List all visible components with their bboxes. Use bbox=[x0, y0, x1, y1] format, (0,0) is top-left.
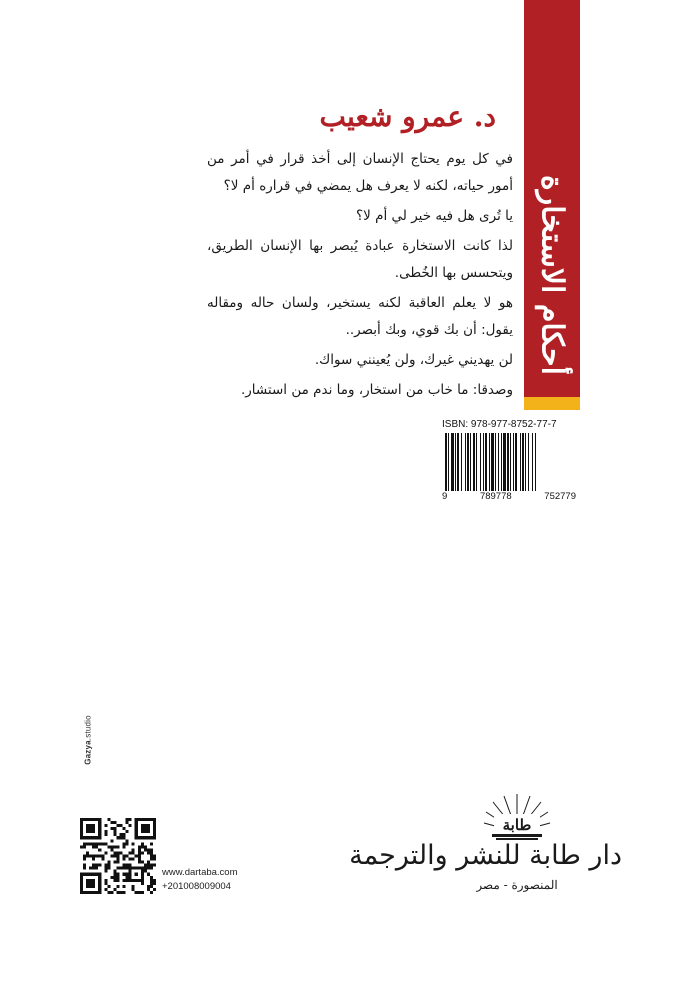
blurb-paragraph: في كل يوم يحتاج الإنسان إلى أخذ قرار في أمر من أمور حياته، لكنه لا يعرف هل يمضي في قراره أم لا؟ bbox=[207, 151, 513, 194]
blurb-text bbox=[207, 146, 513, 407]
barcode-icon bbox=[444, 433, 574, 491]
isbn-label: ISBN: 978-977-8752-77-7 bbox=[442, 419, 557, 430]
publisher-name: دار طابة للنشر والترجمة bbox=[349, 840, 622, 871]
barcode-digit-group: 9 bbox=[442, 491, 448, 502]
blurb-paragraph: يا تُرى هل فيه خير لي أم لا؟ bbox=[356, 208, 513, 224]
publisher-emblem-icon bbox=[482, 792, 552, 842]
blurb-paragraph: هو لا يعلم العاقبة لكنه يستخير، ولسان حاله ومقاله يقول: أن بك قوي، وبك أبصر.. bbox=[207, 295, 513, 338]
spine-footer-stripe bbox=[524, 397, 580, 410]
qr-code-icon bbox=[80, 818, 156, 894]
barcode-digit-group: 789778 bbox=[479, 491, 512, 502]
barcode-digit-group: 752779 bbox=[544, 491, 576, 502]
blurb-paragraph: لن يهديني غيرك، ولن يُعينني سواك. bbox=[314, 352, 513, 368]
blurb-paragraph: لذا كانت الاستخارة عبادة يُبصر بها الإنسان الطريق، ويتحسس بها الخُطى. bbox=[207, 238, 513, 281]
spine-band bbox=[524, 0, 580, 410]
blurb-paragraph: وصدقا: ما خاب من استخار، وما ندم من استشار. bbox=[240, 382, 513, 398]
publisher-emblem-text: طابة bbox=[502, 816, 532, 834]
publisher-contacts bbox=[162, 866, 238, 894]
publisher-logo bbox=[349, 792, 622, 904]
publisher-city: المنصورة - مصر bbox=[476, 878, 558, 892]
author-name: د. عمرو شعيب bbox=[319, 100, 496, 133]
barcode-digits bbox=[442, 491, 576, 502]
studio-brand: Gazya bbox=[83, 740, 93, 765]
spine-title: أحكام الاستخارة bbox=[534, 175, 570, 375]
studio-suffix: .studio bbox=[83, 715, 93, 741]
isbn-barcode bbox=[438, 417, 578, 507]
studio-credit bbox=[84, 715, 93, 765]
phone-number: +201008009004 bbox=[162, 881, 231, 892]
website-link[interactable]: www.dartaba.com bbox=[162, 867, 238, 878]
